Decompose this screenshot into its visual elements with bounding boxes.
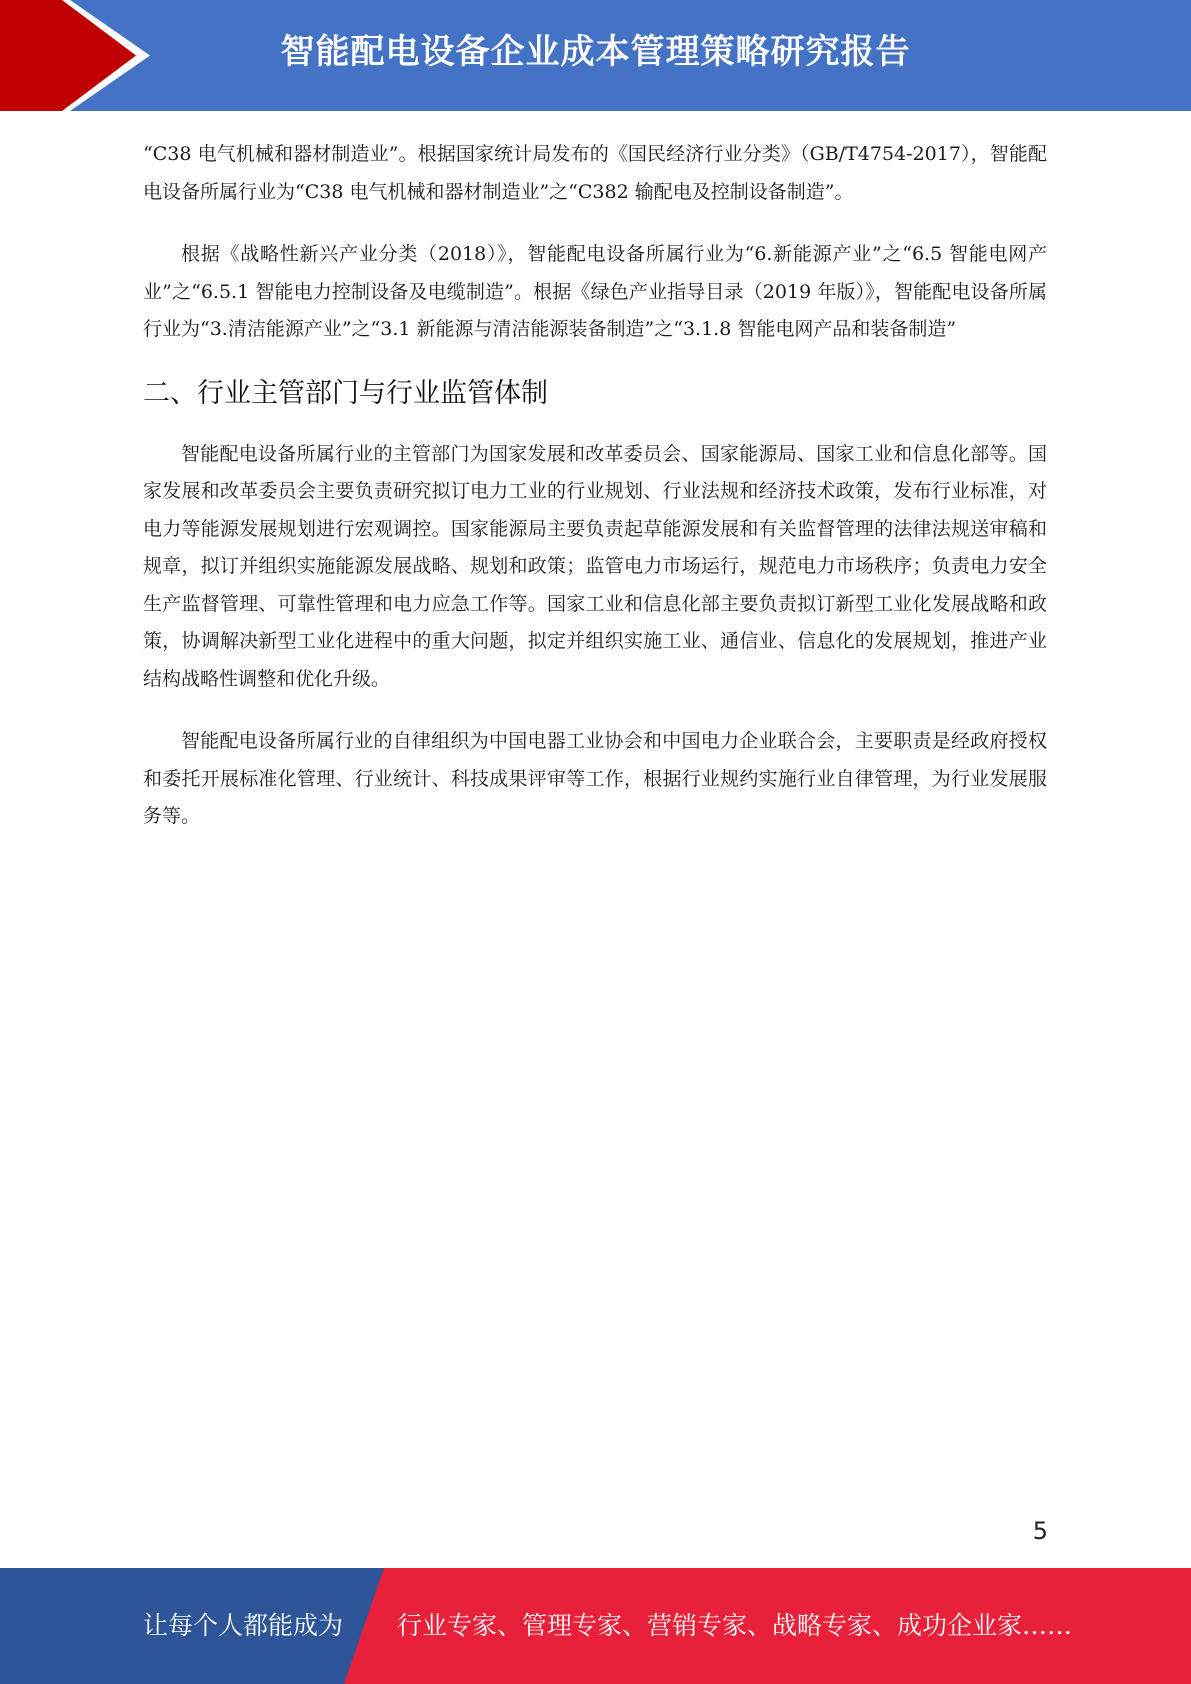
body-paragraph-4: 智能配电设备所属行业的自律组织为中国电器工业协会和中国电力企业联合会，主要职责是经政府授权和委托开展标准化管理、行业统计、科技成果评审等工作，根据行业规约实施行业自律管理，为行业发展服务等。 <box>143 730 1047 827</box>
body-paragraph-3: 智能配电设备所属行业的主管部门为国家发展和改革委员会、国家能源局、国家工业和信息化部等。国家发展和改革委员会主要负责研究拟订电力工业的行业规划、行业法规和经济技术政策，发布行业标准，对电力等能源发展规划进行宏观调控。国家能源局主要负责起草能源发展和有关监督管理的法律法规送审稿和规章，拟订并组织实施能源发展战略、规划和政策；监管电力市场运行，规范电力市场秩序；负责电力安全生产监督管理、可靠性管理和电力应急工作等。国家工业和信息化部主要负责拟订新型工业化发展战略和政策，协调解决新型工业化进程中的重大问题，拟定并组织实施工业、通信业、信息化的发展规划，推进产业结构战略性调整和优化升级。 <box>143 442 1047 690</box>
page-number: 5 <box>1032 1517 1048 1545</box>
report-title: 智能配电设备企业成本管理策略研究报告 <box>280 32 911 72</box>
page-footer <box>0 1568 1191 1684</box>
section-heading: 二、行业主管部门与行业监管体制 <box>143 377 548 409</box>
footer-slogan-left: 让每个人都能成为 <box>143 1611 344 1640</box>
footer-slogan-right: 行业专家、管理专家、营销专家、战略专家、成功企业家…… <box>397 1611 1073 1640</box>
page-header <box>0 0 1191 111</box>
body-paragraph-2: 根据《战略性新兴产业分类（2018）》，智能配电设备所属行业为“6.新能源产业”之“6.5 智能电网产业”之“6.5.1 智能电力控制设备及电缆制造”。根据《绿色产业指导目录（2019 年版）》，智能配电设备所属行业为“3.清洁能源产业”之“3.1 新能源与清洁能源装备制造”之“3.1.8 智能电网产品和装备制造” <box>143 243 1047 340</box>
body-paragraph-1: “C38 电气机械和器材制造业”。根据国家统计局发布的《国民经济行业分类》（GB/T4754-2017），智能配电设备所属行业为“C38 电气机械和器材制造业”之“C382 输配电及控制设备制造”。 <box>143 143 1047 203</box>
document-body <box>143 136 1047 861</box>
